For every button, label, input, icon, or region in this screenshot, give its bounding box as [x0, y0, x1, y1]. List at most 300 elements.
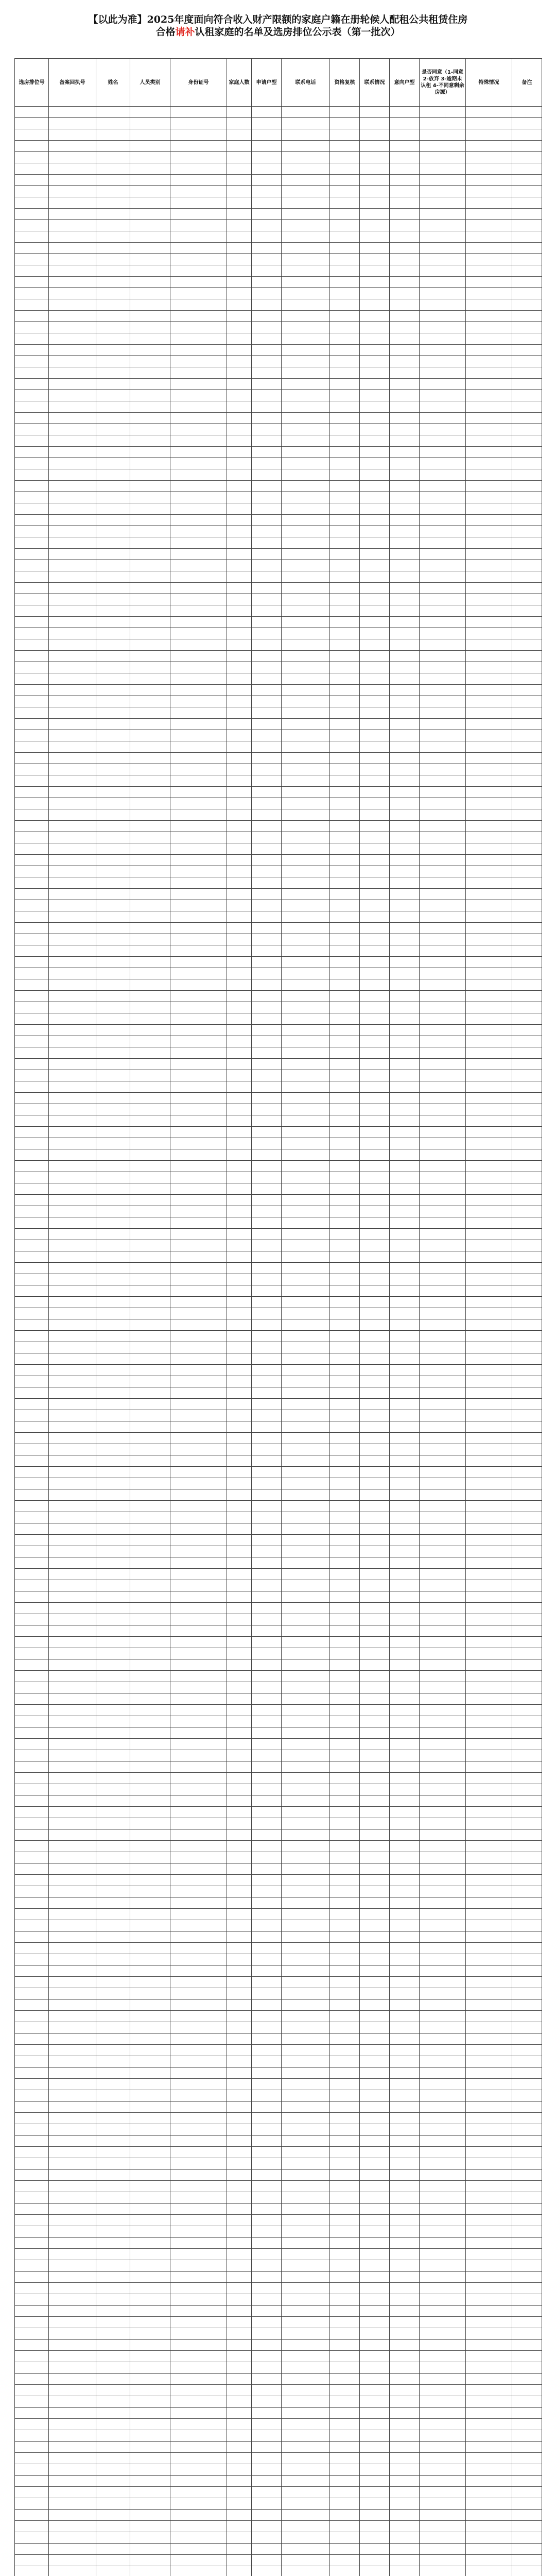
table-cell	[15, 379, 49, 390]
table-cell	[360, 1161, 390, 1172]
table-cell	[227, 469, 252, 481]
table-cell	[130, 1852, 170, 1863]
table-cell	[512, 1467, 542, 1478]
table-cell	[330, 277, 360, 288]
table-cell	[390, 583, 420, 594]
table-cell	[252, 809, 282, 821]
table-cell	[282, 2510, 330, 2521]
table-cell	[390, 1682, 420, 1693]
table-cell	[390, 571, 420, 583]
table-cell	[15, 583, 49, 594]
table-cell	[130, 753, 170, 764]
table-cell	[227, 2544, 252, 2555]
table-cell	[360, 730, 390, 741]
table-cell	[466, 2215, 512, 2226]
table-cell	[330, 968, 360, 979]
table-cell	[282, 1036, 330, 1047]
table-cell	[466, 1931, 512, 1943]
table-cell	[252, 1671, 282, 1682]
table-cell	[49, 107, 96, 118]
table-cell	[360, 1886, 390, 1897]
table-cell	[512, 2170, 542, 2181]
table-cell	[15, 1807, 49, 1818]
table-cell	[15, 1093, 49, 1104]
table-cell	[96, 1557, 130, 1569]
table-cell	[49, 424, 96, 435]
table-cell	[420, 1070, 466, 1081]
table-cell	[420, 175, 466, 186]
table-cell	[512, 1671, 542, 1682]
table-cell	[49, 299, 96, 311]
table-cell	[420, 1081, 466, 1093]
table-cell	[227, 957, 252, 968]
table-cell	[130, 129, 170, 141]
table-cell	[390, 934, 420, 945]
table-cell	[420, 866, 466, 877]
table-cell	[282, 798, 330, 809]
table-cell	[170, 2011, 227, 2022]
table-cell	[360, 2442, 390, 2453]
table-cell	[49, 821, 96, 832]
table-cell	[170, 1591, 227, 1603]
table-row	[15, 560, 542, 571]
table-row	[15, 1217, 542, 1229]
table-cell	[390, 1331, 420, 1342]
table-cell	[282, 2045, 330, 2056]
table-cell	[330, 2079, 360, 2090]
table-cell	[49, 1659, 96, 1671]
table-cell	[420, 1591, 466, 1603]
table-cell	[390, 798, 420, 809]
table-cell	[130, 2272, 170, 2283]
table-row	[15, 1818, 542, 1829]
table-cell	[512, 390, 542, 401]
table-cell	[420, 401, 466, 413]
table-cell	[360, 1274, 390, 1285]
table-cell	[227, 1807, 252, 1818]
table-cell	[390, 1920, 420, 1931]
table-cell	[96, 492, 130, 503]
table-cell	[420, 1308, 466, 1319]
column-header: 身份证号	[170, 59, 227, 107]
table-cell	[466, 662, 512, 673]
table-cell	[227, 254, 252, 265]
table-cell	[130, 1138, 170, 1149]
table-cell	[282, 1081, 330, 1093]
table-cell	[227, 2090, 252, 2102]
table-cell	[330, 1467, 360, 1478]
table-cell	[466, 1387, 512, 1399]
table-row	[15, 991, 542, 1002]
table-cell	[390, 1807, 420, 1818]
table-cell	[466, 1807, 512, 1818]
table-cell	[360, 1603, 390, 1614]
table-cell	[227, 1353, 252, 1365]
table-cell	[360, 2260, 390, 2272]
table-cell	[15, 220, 49, 231]
table-cell	[330, 798, 360, 809]
table-row	[15, 1478, 542, 1489]
table-cell	[466, 843, 512, 855]
table-cell	[170, 118, 227, 129]
table-cell	[130, 1421, 170, 1433]
table-row	[15, 1455, 542, 1467]
table-cell	[512, 877, 542, 889]
table-cell	[512, 447, 542, 458]
table-cell	[252, 413, 282, 424]
table-cell	[130, 1897, 170, 1909]
table-cell	[252, 1240, 282, 1251]
table-cell	[96, 1263, 130, 1274]
table-cell	[252, 923, 282, 934]
table-row	[15, 2328, 542, 2340]
table-cell	[360, 1308, 390, 1319]
table-cell	[420, 1478, 466, 1489]
table-cell	[15, 515, 49, 526]
table-cell	[252, 515, 282, 526]
table-cell	[49, 1331, 96, 1342]
table-cell	[227, 1569, 252, 1580]
table-cell	[227, 322, 252, 333]
table-row	[15, 2090, 542, 2102]
table-cell	[49, 2249, 96, 2260]
table-cell	[390, 1319, 420, 1331]
table-cell	[49, 1829, 96, 1841]
table-cell	[130, 673, 170, 685]
table-cell	[330, 1920, 360, 1931]
table-cell	[466, 2056, 512, 2067]
table-row	[15, 1886, 542, 1897]
table-cell	[512, 1965, 542, 1977]
table-cell	[49, 2374, 96, 2385]
table-cell	[512, 957, 542, 968]
table-cell	[360, 2317, 390, 2328]
table-cell	[49, 2158, 96, 2170]
table-cell	[420, 843, 466, 855]
table-cell	[170, 277, 227, 288]
table-row	[15, 1274, 542, 1285]
table-cell	[330, 1523, 360, 1535]
table-cell	[330, 2521, 360, 2532]
table-cell	[96, 299, 130, 311]
table-cell	[227, 2453, 252, 2464]
table-cell	[252, 311, 282, 322]
table-cell	[96, 911, 130, 923]
table-cell	[466, 1603, 512, 1614]
table-cell	[252, 458, 282, 469]
table-cell	[252, 2067, 282, 2079]
table-cell	[170, 2170, 227, 2181]
table-cell	[360, 311, 390, 322]
table-cell	[390, 1818, 420, 1829]
table-cell	[15, 1795, 49, 1807]
table-cell	[466, 1251, 512, 1263]
table-cell	[170, 549, 227, 560]
table-cell	[170, 1501, 227, 1512]
table-cell	[170, 571, 227, 583]
table-cell	[227, 651, 252, 662]
table-cell	[170, 356, 227, 367]
table-row	[15, 1047, 542, 1059]
table-cell	[252, 2532, 282, 2544]
table-cell	[360, 673, 390, 685]
table-cell	[49, 934, 96, 945]
table-cell	[15, 2260, 49, 2272]
table-cell	[512, 1795, 542, 1807]
table-row	[15, 2181, 542, 2192]
table-cell	[360, 1070, 390, 1081]
table-cell	[15, 719, 49, 730]
table-cell	[252, 129, 282, 141]
table-cell	[390, 2498, 420, 2510]
table-cell	[49, 639, 96, 651]
table-cell	[49, 458, 96, 469]
table-cell	[360, 1353, 390, 1365]
table-cell	[512, 2260, 542, 2272]
table-cell	[390, 526, 420, 537]
table-cell	[390, 866, 420, 877]
table-cell	[170, 2113, 227, 2124]
table-cell	[49, 322, 96, 333]
table-cell	[252, 1965, 282, 1977]
table-cell	[15, 877, 49, 889]
table-cell	[252, 1614, 282, 1625]
table-cell	[15, 673, 49, 685]
table-cell	[170, 1297, 227, 1308]
table-cell	[130, 2079, 170, 2090]
table-cell	[420, 1999, 466, 2011]
table-cell	[15, 2544, 49, 2555]
table-cell	[252, 1931, 282, 1943]
table-cell	[227, 832, 252, 843]
table-cell	[330, 1025, 360, 1036]
table-cell	[130, 1920, 170, 1931]
table-cell	[282, 1625, 330, 1637]
table-cell	[252, 1229, 282, 1240]
table-cell	[360, 571, 390, 583]
table-cell	[15, 390, 49, 401]
table-cell	[466, 299, 512, 311]
table-cell	[360, 345, 390, 356]
table-cell	[130, 2498, 170, 2510]
table-cell	[330, 481, 360, 492]
table-cell	[420, 1818, 466, 1829]
table-cell	[390, 2170, 420, 2181]
table-cell	[170, 1648, 227, 1659]
table-cell	[466, 1444, 512, 1455]
table-cell	[330, 719, 360, 730]
table-cell	[282, 1319, 330, 1331]
table-cell	[96, 809, 130, 821]
table-cell	[512, 934, 542, 945]
table-cell	[227, 1331, 252, 1342]
table-cell	[282, 401, 330, 413]
table-cell	[252, 1716, 282, 1727]
table-cell	[227, 107, 252, 118]
table-cell	[252, 2249, 282, 2260]
table-cell	[390, 1659, 420, 1671]
table-cell	[227, 1603, 252, 1614]
table-cell	[96, 628, 130, 639]
table-cell	[227, 537, 252, 549]
table-cell	[466, 1229, 512, 1240]
table-cell	[330, 843, 360, 855]
table-cell	[96, 2396, 130, 2408]
table-cell	[512, 1977, 542, 1988]
table-cell	[512, 2396, 542, 2408]
table-cell	[227, 2442, 252, 2453]
table-cell	[96, 877, 130, 889]
table-cell	[15, 991, 49, 1002]
table-cell	[282, 2555, 330, 2566]
table-cell	[330, 2464, 360, 2476]
table-cell	[282, 413, 330, 424]
table-cell	[130, 1013, 170, 1025]
table-cell	[130, 1399, 170, 1410]
table-cell	[390, 299, 420, 311]
table-cell	[130, 1648, 170, 1659]
table-row	[15, 220, 542, 231]
table-cell	[466, 1965, 512, 1977]
table-cell	[170, 1920, 227, 1931]
table-cell	[466, 537, 512, 549]
table-cell	[170, 1104, 227, 1115]
table-cell	[170, 923, 227, 934]
table-cell	[390, 900, 420, 911]
table-cell	[15, 2204, 49, 2215]
table-cell	[96, 1603, 130, 1614]
table-cell	[49, 1285, 96, 1297]
table-cell	[390, 741, 420, 753]
table-cell	[130, 1319, 170, 1331]
table-cell	[170, 129, 227, 141]
table-cell	[512, 696, 542, 707]
table-cell	[282, 469, 330, 481]
table-cell	[360, 1331, 390, 1342]
table-cell	[330, 1104, 360, 1115]
table-cell	[466, 911, 512, 923]
table-cell	[420, 809, 466, 821]
table-cell	[390, 1671, 420, 1682]
table-cell	[49, 1569, 96, 1580]
table-cell	[15, 1535, 49, 1546]
table-cell	[252, 855, 282, 866]
table-cell	[96, 2192, 130, 2204]
table-cell	[252, 2396, 282, 2408]
table-cell	[420, 1319, 466, 1331]
table-cell	[282, 333, 330, 345]
table-cell	[170, 889, 227, 900]
table-cell	[420, 1614, 466, 1625]
table-cell	[170, 2476, 227, 2487]
table-cell	[330, 1512, 360, 1523]
table-cell	[227, 1399, 252, 1410]
table-cell	[360, 764, 390, 775]
table-cell	[227, 1682, 252, 1693]
table-cell	[390, 1421, 420, 1433]
table-cell	[390, 1886, 420, 1897]
table-cell	[170, 2045, 227, 2056]
table-cell	[15, 481, 49, 492]
table-cell	[420, 798, 466, 809]
table-cell	[170, 1251, 227, 1263]
table-cell	[227, 1455, 252, 1467]
table-row	[15, 1841, 542, 1852]
table-cell	[227, 197, 252, 209]
table-cell	[360, 1784, 390, 1795]
table-cell	[390, 1897, 420, 1909]
table-cell	[252, 1421, 282, 1433]
table-cell	[227, 1773, 252, 1784]
table-cell	[512, 2419, 542, 2430]
table-cell	[360, 1750, 390, 1761]
table-cell	[252, 1489, 282, 1501]
table-cell	[330, 2238, 360, 2249]
table-cell	[390, 2090, 420, 2102]
table-row	[15, 1093, 542, 1104]
table-cell	[512, 1036, 542, 1047]
table-cell	[227, 2476, 252, 2487]
table-cell	[15, 1025, 49, 1036]
table-row	[15, 2306, 542, 2317]
table-cell	[420, 1127, 466, 1138]
table-cell	[170, 197, 227, 209]
table-row	[15, 1421, 542, 1433]
table-cell	[252, 2147, 282, 2158]
table-cell	[420, 129, 466, 141]
table-cell	[96, 900, 130, 911]
table-cell	[360, 526, 390, 537]
table-cell	[330, 821, 360, 832]
table-cell	[466, 730, 512, 741]
table-cell	[96, 2181, 130, 2192]
table-cell	[282, 1648, 330, 1659]
table-cell	[15, 730, 49, 741]
table-cell	[360, 2521, 390, 2532]
table-cell	[49, 1070, 96, 1081]
table-cell	[420, 107, 466, 118]
table-cell	[227, 2340, 252, 2351]
table-cell	[15, 1625, 49, 1637]
table-cell	[330, 1943, 360, 1954]
table-cell	[49, 1761, 96, 1773]
table-cell	[420, 1693, 466, 1705]
table-cell	[420, 1965, 466, 1977]
table-cell	[360, 186, 390, 197]
table-cell	[170, 719, 227, 730]
table-cell	[252, 594, 282, 605]
table-cell	[15, 809, 49, 821]
table-cell	[420, 1659, 466, 1671]
table-cell	[420, 2283, 466, 2294]
table-cell	[330, 2385, 360, 2396]
table-cell	[49, 1648, 96, 1659]
table-cell	[390, 753, 420, 764]
table-cell	[130, 356, 170, 367]
table-row	[15, 118, 542, 129]
table-cell	[360, 1818, 390, 1829]
table-cell	[170, 1659, 227, 1671]
table-cell	[512, 311, 542, 322]
table-cell	[420, 379, 466, 390]
table-row	[15, 2056, 542, 2067]
table-cell	[360, 2487, 390, 2498]
table-cell	[420, 1229, 466, 1240]
table-cell	[170, 401, 227, 413]
table-cell	[390, 889, 420, 900]
table-cell	[282, 571, 330, 583]
table-cell	[360, 1206, 390, 1217]
